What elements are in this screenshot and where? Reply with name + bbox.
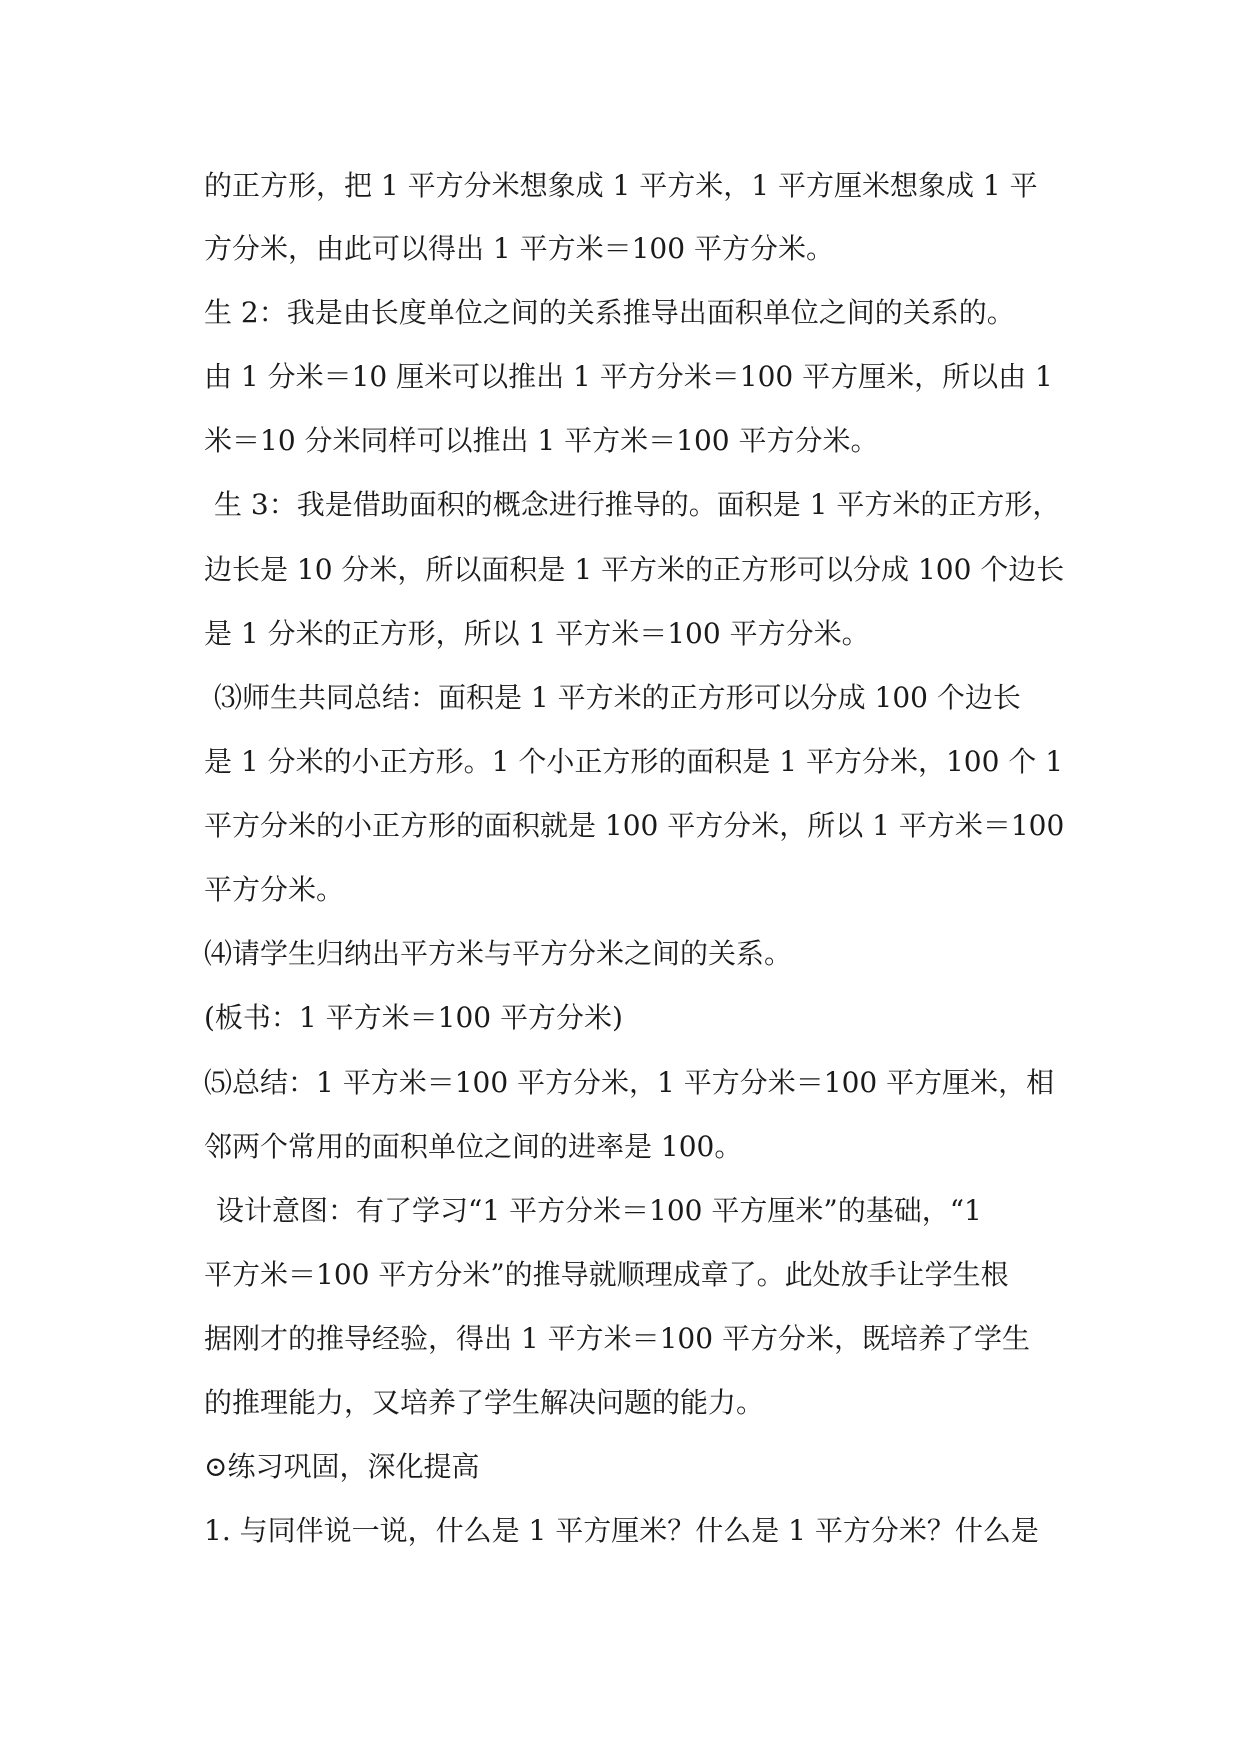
- text-line: 方分米，由此可以得出 1 平方米＝100 平方分米。: [204, 232, 834, 265]
- text-line: ⑷请学生归纳出平方米与平方分米之间的关系。: [204, 937, 793, 970]
- text-line: 平方分米的小正方形的面积就是 100 平方分米，所以 1 平方米＝100: [204, 809, 1065, 842]
- text-line: 1. 与同伴说一说，什么是 1 平方厘米？什么是 1 平方分米？什么是: [204, 1514, 1039, 1547]
- text-line: 米＝10 分米同样可以推出 1 平方米＝100 平方分米。: [204, 424, 879, 457]
- text-line: 平方分米。: [204, 873, 345, 906]
- text-line: ⑶师生共同总结：面积是 1 平方米的正方形可以分成 100 个边长: [214, 681, 1021, 714]
- text-line: 的推理能力，又培养了学生解决问题的能力。: [204, 1386, 765, 1419]
- text-line: 设计意图：有了学习“1 平方分米＝100 平方厘米”的基础，“1: [216, 1194, 982, 1227]
- text-line: 是 1 分米的小正方形。1 个小正方形的面积是 1 平方分米，100 个 1: [204, 745, 1064, 778]
- text-line: 生 3：我是借助面积的概念进行推导的。面积是 1 平方米的正方形，: [214, 488, 1061, 521]
- text-line: 据刚才的推导经验，得出 1 平方米＝100 平方分米，既培养了学生: [204, 1322, 1030, 1355]
- text-line: 生 2：我是由长度单位之间的关系推导出面积单位之间的关系的。: [204, 296, 1015, 329]
- text-line: 的正方形，把 1 平方分米想象成 1 平方米，1 平方厘米想象成 1 平: [204, 169, 1038, 202]
- text-line: 由 1 分米＝10 厘米可以推出 1 平方分米＝100 平方厘米，所以由 1: [204, 360, 1053, 393]
- text-line: ⑸总结：1 平方米＝100 平方分米，1 平方分米＝100 平方厘米，相: [204, 1066, 1055, 1099]
- text-line: 是 1 分米的正方形，所以 1 平方米＝100 平方分米。: [204, 617, 870, 650]
- text-line: 边长是 10 分米，所以面积是 1 平方米的正方形可以分成 100 个边长: [204, 553, 1065, 586]
- text-line: (板书：1 平方米＝100 平方分米): [204, 1001, 623, 1034]
- section-heading: ⊙练习巩固，深化提高: [204, 1450, 480, 1483]
- text-line: 平方米＝100 平方分米”的推导就顺理成章了。此处放手让学生根: [204, 1258, 1009, 1291]
- text-line: 邻两个常用的面积单位之间的进率是 100。: [204, 1130, 743, 1163]
